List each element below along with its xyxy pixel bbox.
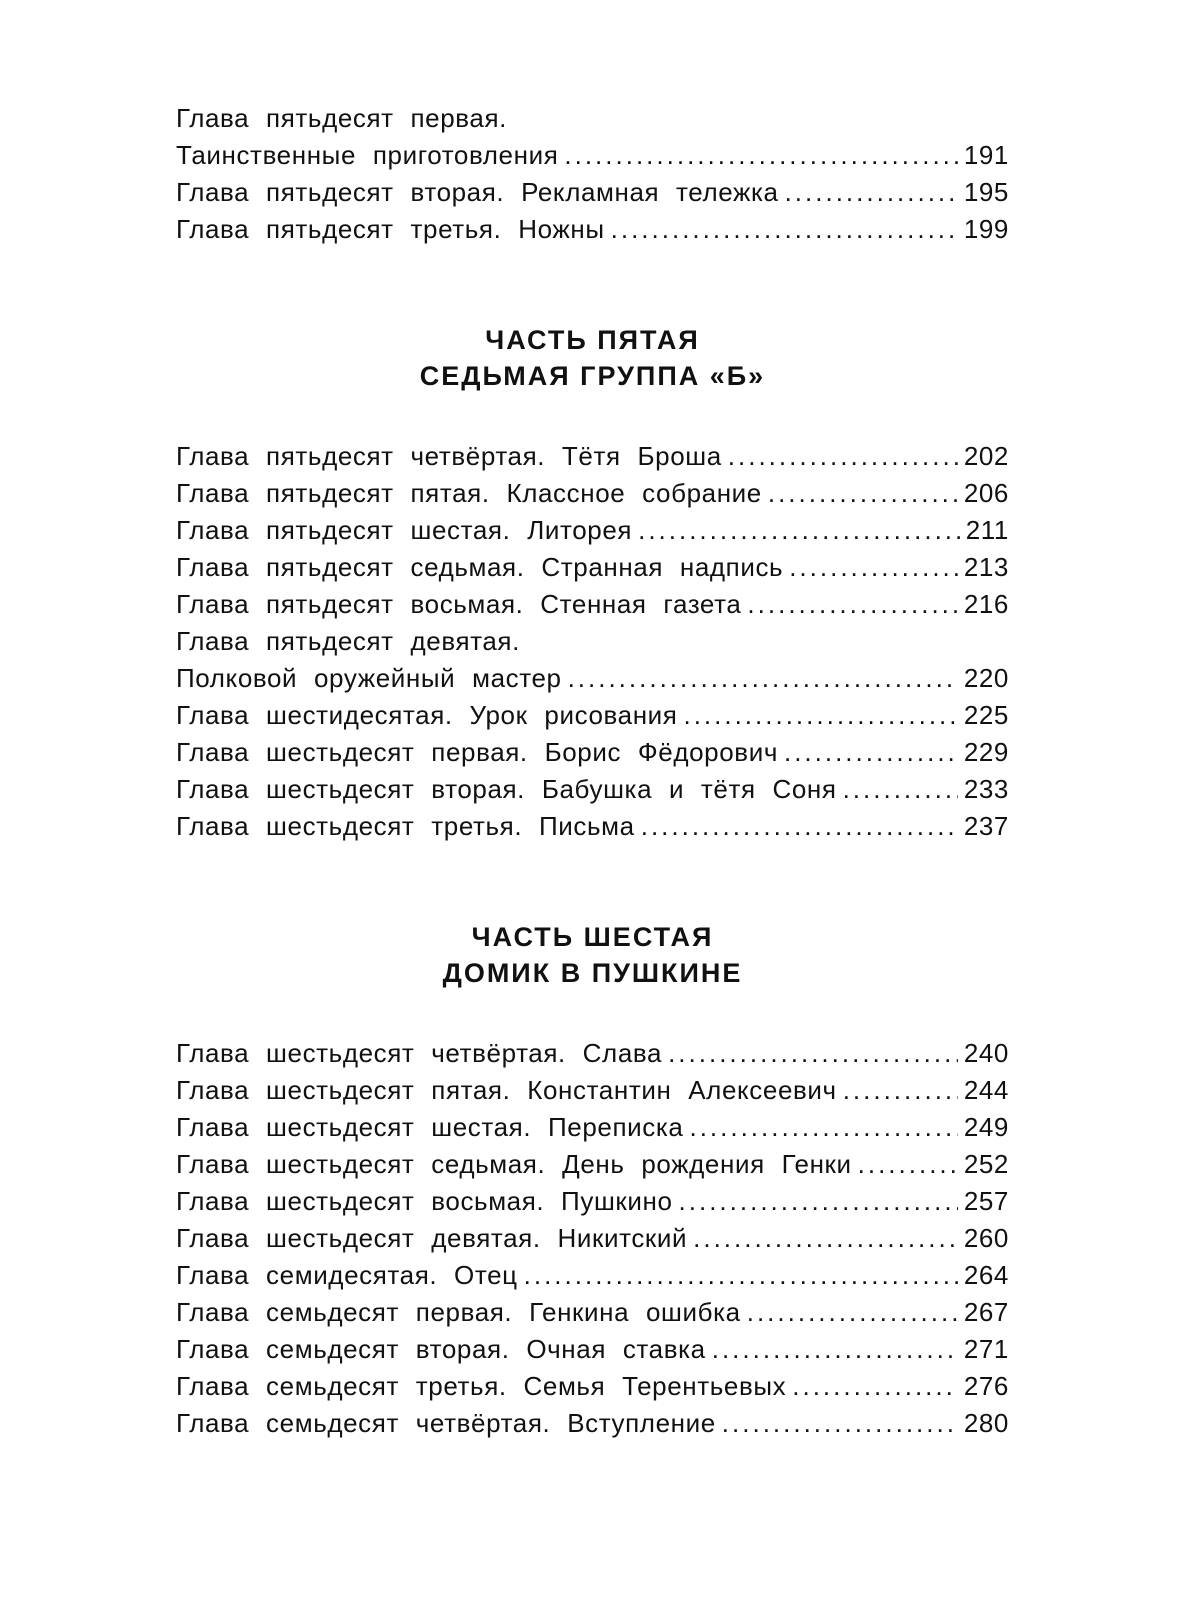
page-number: 191 [963, 140, 1009, 170]
chapter-title: Глава семьдесят первая. Генкина ошибка [176, 1297, 741, 1327]
dot-leader [564, 137, 957, 174]
chapter-title: Полковой оружейный мастер [176, 663, 562, 693]
dot-leader [768, 475, 958, 512]
toc-entry [176, 1109, 1009, 1146]
page-number: 237 [963, 811, 1009, 841]
chapter-title: Глава шестьдесят девятая. Никитский [176, 1223, 688, 1253]
chapter-title: Глава пятьдесят шестая. Литорея [176, 515, 633, 545]
toc-entry [176, 734, 1009, 771]
page-number: 280 [963, 1408, 1009, 1438]
dot-leader [611, 211, 958, 248]
page-number: 233 [963, 774, 1009, 804]
chapter-title: Глава шестьдесят первая. Борис Фёдорович [176, 737, 778, 767]
toc-entry [176, 174, 1009, 211]
part-subtitle: ДОМИК В ПУШКИНЕ [442, 958, 743, 988]
page-number: 240 [963, 1038, 1009, 1068]
dot-leader [693, 1220, 958, 1257]
page-number: 257 [963, 1186, 1009, 1216]
page-number: 220 [963, 663, 1009, 693]
toc-entry [176, 586, 1009, 623]
chapter-title: Глава пятьдесят седьмая. Странная надпись [176, 552, 784, 582]
page-number: 195 [963, 177, 1009, 207]
chapter-title: Глава шестидесятая. Урок рисования [176, 700, 678, 730]
toc-entry [176, 1146, 1009, 1183]
toc-entry [176, 1331, 1009, 1368]
toc-entry [176, 1035, 1009, 1072]
page-number: 211 [965, 515, 1009, 545]
part-five-entries [176, 438, 1009, 845]
toc-entry [176, 1220, 1009, 1257]
part-heading: ЧАСТЬ ШЕСТАЯ [471, 922, 714, 952]
toc-entry [176, 1368, 1009, 1405]
chapter-title: Глава семидесятая. Отец [176, 1260, 518, 1290]
dot-leader [858, 1146, 958, 1183]
part-five-heading-block [176, 248, 1009, 438]
toc-entry [176, 137, 1009, 174]
dot-leader [683, 697, 957, 734]
chapter-title: Таинственные приготовления [176, 140, 559, 170]
chapter-title: Глава пятьдесят девятая. [176, 626, 520, 656]
dot-leader [689, 1109, 957, 1146]
chapter-title: Глава шестьдесят пятая. Константин Алексеевич [176, 1075, 837, 1105]
toc-entry [176, 549, 1009, 586]
dot-leader [638, 512, 960, 549]
page-number: 244 [963, 1075, 1009, 1105]
part-subtitle: СЕДЬМАЯ ГРУППА «Б» [419, 361, 766, 391]
dot-leader [722, 1405, 958, 1442]
toc-entry [176, 808, 1009, 845]
toc-entry [176, 512, 1009, 549]
intro-entries [176, 100, 1009, 248]
page-number: 249 [963, 1112, 1009, 1142]
page-number: 202 [963, 441, 1009, 471]
toc-entry [176, 697, 1009, 734]
chapter-title: Глава пятьдесят третья. Ножны [176, 214, 605, 244]
chapter-title: Глава пятьдесят пятая. Классное собрание [176, 478, 762, 508]
dot-leader [785, 174, 958, 211]
toc-entry [176, 211, 1009, 248]
toc-entry [176, 1257, 1009, 1294]
page-number: 260 [963, 1223, 1009, 1253]
page-number: 271 [963, 1334, 1009, 1364]
dot-leader [792, 1368, 958, 1405]
chapter-title: Глава пятьдесят четвёртая. Тётя Броша [176, 441, 722, 471]
part-heading: ЧАСТЬ ПЯТАЯ [485, 325, 700, 355]
page-number: 206 [963, 478, 1009, 508]
chapter-title: Глава шестьдесят шестая. Переписка [176, 1112, 684, 1142]
toc-entry [176, 771, 1009, 808]
dot-leader [668, 1035, 958, 1072]
page-number: 229 [963, 737, 1009, 767]
dot-leader [747, 586, 957, 623]
dot-leader [747, 1294, 958, 1331]
dot-leader [524, 1257, 958, 1294]
dot-leader [712, 1331, 958, 1368]
chapter-title: Глава семьдесят вторая. Очная ставка [176, 1334, 706, 1364]
dot-leader [641, 808, 958, 845]
toc-entry [176, 1072, 1009, 1109]
toc-entry [176, 1405, 1009, 1442]
page-number: 267 [963, 1297, 1009, 1327]
toc-entry [176, 438, 1009, 475]
toc-entry [176, 660, 1009, 697]
page-number: 276 [963, 1371, 1009, 1401]
toc-entry [176, 1294, 1009, 1331]
chapter-title: Глава семьдесят четвёртая. Вступление [176, 1408, 716, 1438]
chapter-title: Глава пятьдесят вторая. Рекламная тележка [176, 177, 779, 207]
dot-leader [568, 660, 958, 697]
dot-leader [843, 1072, 958, 1109]
dot-leader [789, 549, 958, 586]
dot-leader [784, 734, 958, 771]
chapter-title: Глава пятьдесят восьмая. Стенная газета [176, 589, 742, 619]
page-number: 252 [963, 1149, 1009, 1179]
page-number: 264 [963, 1260, 1009, 1290]
table-of-contents-page [176, 100, 1009, 1442]
chapter-title: Глава шестьдесят седьмая. День рождения Генки [176, 1149, 852, 1179]
toc-entry [176, 623, 1009, 660]
dot-leader [728, 438, 958, 475]
page-number: 199 [963, 214, 1009, 244]
chapter-title: Глава шестьдесят вторая. Бабушка и тётя Соня [176, 774, 837, 804]
page-number: 225 [963, 700, 1009, 730]
page-number: 216 [963, 589, 1009, 619]
part-six-heading-block [176, 845, 1009, 1035]
chapter-title: Глава шестьдесят третья. Письма [176, 811, 635, 841]
dot-leader [843, 771, 958, 808]
dot-leader [679, 1183, 958, 1220]
chapter-title: Глава семьдесят третья. Семья Терентьевых [176, 1371, 787, 1401]
toc-entry [176, 475, 1009, 512]
toc-entry [176, 1183, 1009, 1220]
chapter-title: Глава пятьдесят первая. [176, 103, 507, 133]
part-six-entries [176, 1035, 1009, 1442]
toc-entry [176, 100, 1009, 137]
page-number: 213 [963, 552, 1009, 582]
chapter-title: Глава шестьдесят четвёртая. Слава [176, 1038, 663, 1068]
chapter-title: Глава шестьдесят восьмая. Пушкино [176, 1186, 673, 1216]
